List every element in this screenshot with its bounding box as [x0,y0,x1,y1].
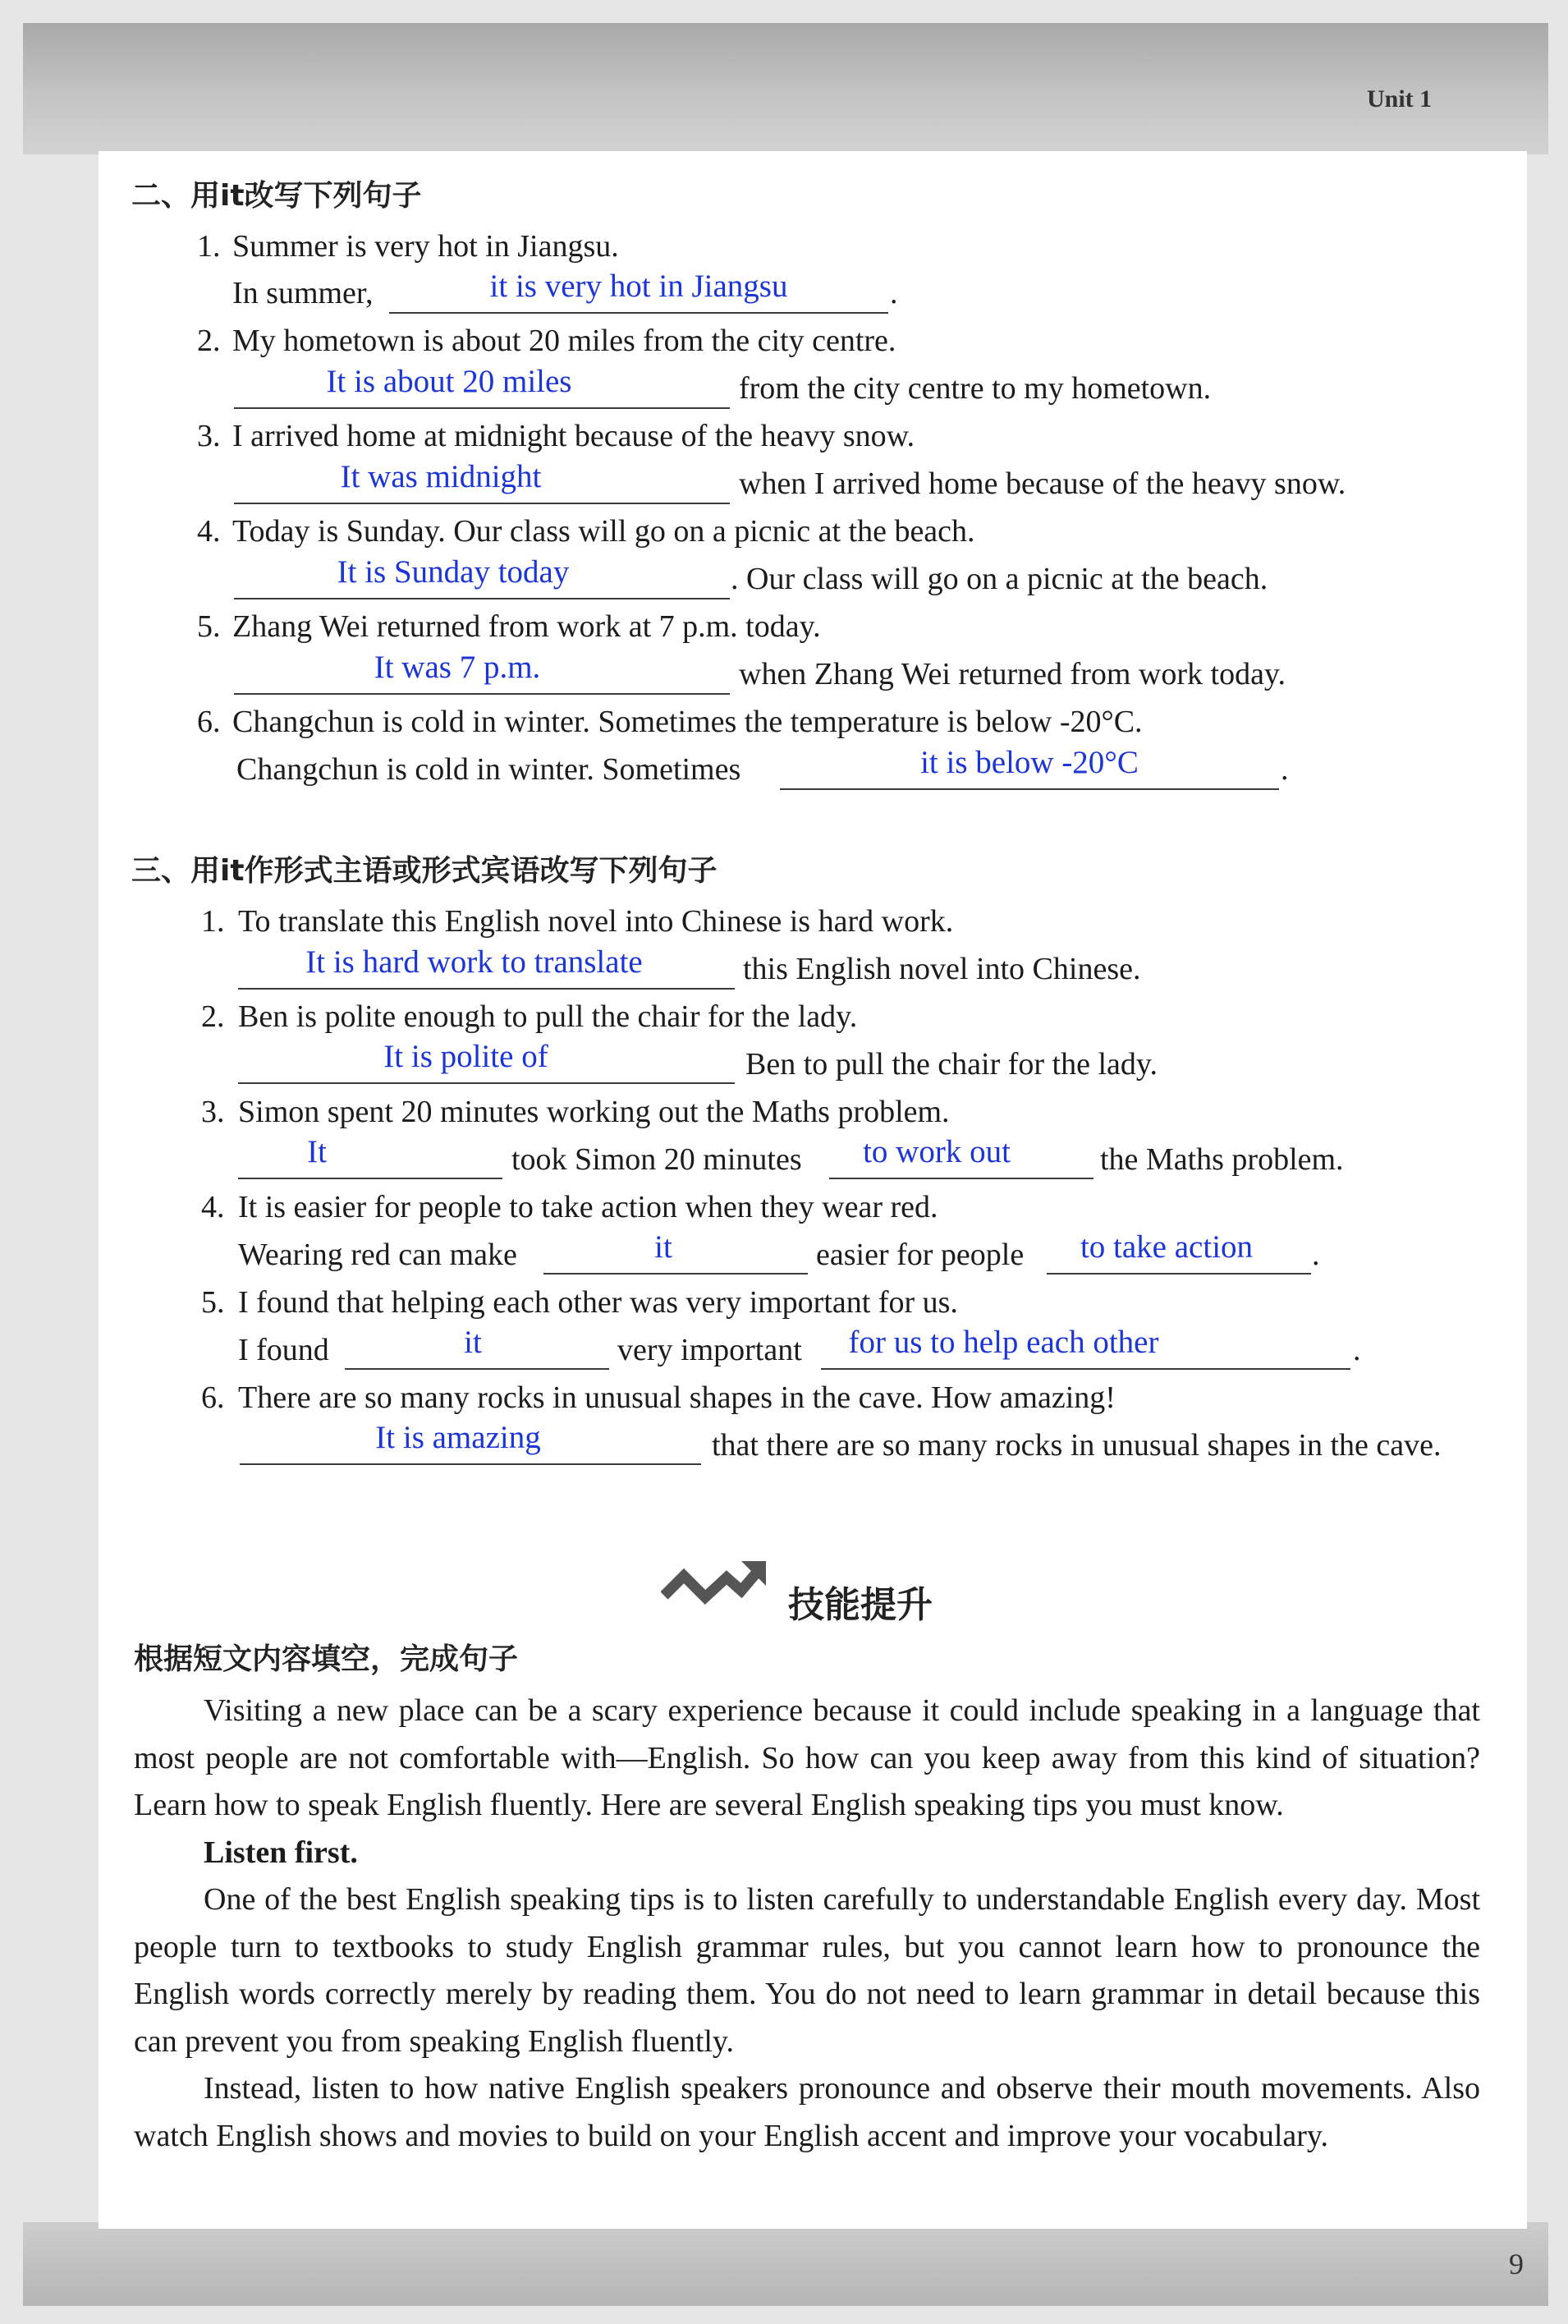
s2-q5-blank[interactable] [234,693,730,695]
s2-q1-answer: it is very hot in Jiangsu [489,269,788,304]
s3-q1-number: 1. [201,904,225,939]
s2-q1-number: 1. [197,229,221,264]
passage-paragraph-3: Instead, listen to how native English speakers pronounce and observe their mouth movements. Also watch English shows and movies to build on your English accent and improve your vocabulary. [134,2071,1480,2153]
s3-q5-answer1: it [464,1325,482,1360]
s3-q2-number: 2. [201,999,225,1034]
s2-q6-text: Changchun is cold in winter. Sometimes the temperature is below -20°C. [232,705,1143,739]
s3-q6-blank[interactable] [240,1463,701,1465]
s2-q6-suffix: . [1281,752,1289,787]
s3-q6-suffix: that there are so many rocks in unusual shapes in the cave. [712,1428,1442,1463]
s3-q6-number: 6. [201,1380,225,1415]
s2-q2-blank[interactable] [234,407,730,409]
s3-q5-blank2[interactable] [821,1368,1350,1370]
s2-q1-suffix: . [890,276,898,310]
s3-q6-answer: It is amazing [375,1420,541,1455]
s2-q3-answer: It was midnight [340,459,542,494]
s3-q4-blank2[interactable] [1047,1273,1311,1275]
s3-q5-prefix: I found [238,1333,329,1367]
s3-q3-suffix: the Maths problem. [1100,1142,1344,1177]
s2-q5-suffix: when Zhang Wei returned from work today. [739,657,1286,691]
s3-q5-text: I found that helping each other was very important for us. [238,1285,958,1320]
s2-q1-text: Summer is very hot in Jiangsu. [232,229,619,264]
s3-q4-prefix: Wearing red can make [238,1238,517,1272]
s3-q4-blank1[interactable] [543,1273,808,1275]
s2-q6-number: 6. [197,705,221,739]
s3-q5-suffix: . [1353,1333,1361,1367]
bottom-gray-band [23,2222,1548,2306]
skills-title: 技能提升 [788,1584,933,1626]
s3-q2-answer: It is polite of [383,1039,548,1074]
s3-q4-answer1: it [654,1229,672,1265]
s3-q3-mid: took Simon 20 minutes [511,1142,802,1177]
s2-q3-suffix: when I arrived home because of the heavy snow. [739,466,1346,501]
s3-q5-mid: very important [617,1333,802,1367]
s3-q3-answer1: It [307,1134,327,1169]
passage-subheading: Listen first. [204,1835,358,1870]
s2-q2-number: 2. [197,324,221,358]
s2-q4-answer: It is Sunday today [337,554,570,590]
s3-q3-text: Simon spent 20 minutes working out the Maths problem. [238,1095,950,1129]
passage-paragraph-2: One of the best English speaking tips is to listen carefully to understandable English every day. Most people turn to textbooks to study English grammar rules, but you cannot learn how to pronounce the English words correctly merely by reading them. You do not need to learn grammar in detail because this can prevent you from speaking English fluently. [134,1882,1480,2059]
s3-q4-text: It is easier for people to take action when they wear red. [238,1190,938,1224]
s2-q2-suffix: from the city centre to my hometown. [739,371,1212,406]
s2-q4-number: 4. [197,514,221,549]
reading-passage [134,1688,1480,2160]
s3-q1-text: To translate this English novel into Chinese is hard work. [238,904,954,939]
s3-q5-answer2: for us to help each other [848,1325,1159,1360]
top-gray-band [23,23,1548,154]
trend-arrow-icon [661,1556,768,1622]
s2-q1-prefix: In summer, [232,276,374,310]
s3-q4-suffix: . [1312,1238,1320,1272]
s2-q2-answer: It is about 20 miles [326,364,572,399]
s3-q1-blank[interactable] [238,988,735,990]
s3-q4-number: 4. [201,1190,225,1224]
s2-q3-number: 3. [197,419,221,453]
s2-q5-text: Zhang Wei returned from work at 7 p.m. today. [232,609,821,644]
s3-q5-number: 5. [201,1285,225,1320]
page-number: 9 [1509,2248,1524,2280]
s2-q4-text: Today is Sunday. Our class will go on a picnic at the beach. [232,514,975,549]
section3-title: 三、用it作形式主语或形式宾语改写下列句子 [131,854,718,888]
s2-q5-number: 5. [197,609,221,644]
s2-q5-answer: It was 7 p.m. [374,650,541,685]
unit-label: Unit 1 [1367,85,1433,113]
skills-subtitle: 根据短文内容填空，完成句子 [134,1642,519,1676]
s2-q6-prefix: Changchun is cold in winter. Sometimes [236,752,741,787]
s2-q6-blank[interactable] [780,788,1279,790]
s2-q2-text: My hometown is about 20 miles from the city centre. [232,324,896,358]
s2-q4-suffix: . Our class will go on a picnic at the beach. [731,562,1268,596]
s3-q4-mid: easier for people [816,1238,1025,1272]
s3-q1-answer: It is hard work to translate [305,944,643,980]
s3-q3-number: 3. [201,1095,225,1129]
s3-q3-blank1[interactable] [238,1178,502,1179]
s3-q3-blank2[interactable] [829,1178,1093,1179]
s2-q4-blank[interactable] [234,598,730,599]
s3-q5-blank1[interactable] [345,1368,609,1370]
passage-paragraph-1: Visiting a new place can be a scary experience because it could include speaking in a language that most people are not comfortable with—English. So how can you keep away from this kind of situation? Learn how to speak English fluently. Here are several English speaking tips you must know. [134,1693,1480,1822]
s3-q2-blank[interactable] [238,1082,735,1084]
s2-q1-blank[interactable] [389,312,888,314]
s3-q1-suffix: this English novel into Chinese. [743,952,1141,986]
s3-q6-text: There are so many rocks in unusual shapes in the cave. How amazing! [238,1380,1116,1415]
s3-q4-answer2: to take action [1080,1229,1254,1265]
s2-q6-answer: it is below -20°C [920,745,1139,780]
s2-q3-text: I arrived home at midnight because of the heavy snow. [232,419,915,453]
s3-q2-suffix: Ben to pull the chair for the lady. [745,1047,1158,1082]
s3-q3-answer2: to work out [863,1134,1011,1169]
section2-title: 二、用it改写下列句子 [131,179,422,213]
s2-q3-blank[interactable] [234,503,730,504]
s3-q2-text: Ben is polite enough to pull the chair for the lady. [238,999,858,1034]
